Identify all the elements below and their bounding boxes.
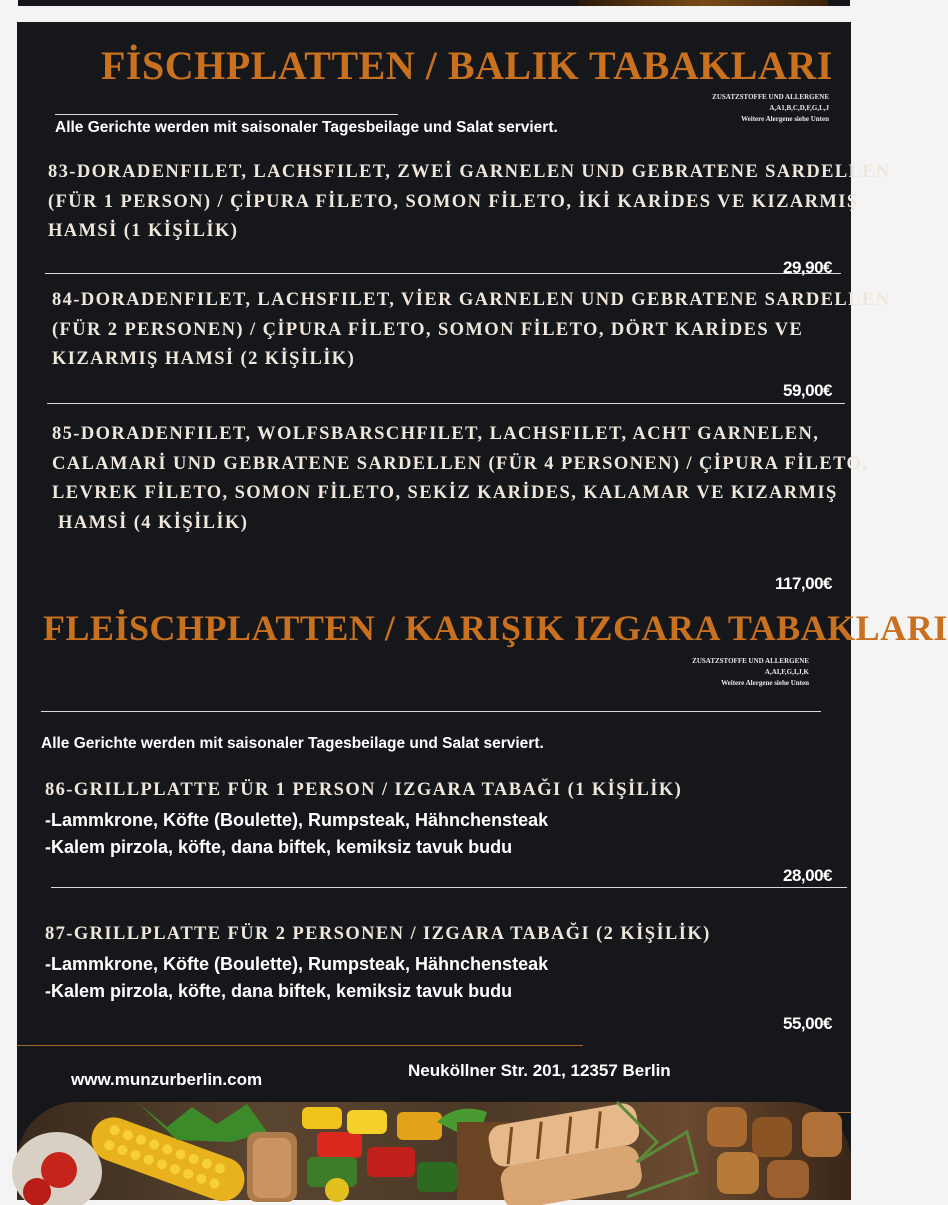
menu-item-85 bbox=[52, 420, 868, 538]
description-line-tr: -Kalem pirzola, köfte, dana biftek, kemiksiz tavuk budu bbox=[45, 981, 513, 1001]
description-line-tr: -Kalem pirzola, köfte, dana biftek, kemiksiz tavuk budu bbox=[45, 837, 513, 857]
price-83: 29,90€ bbox=[783, 258, 832, 277]
allergen-codes: A,AI,F,G,I,J,K bbox=[764, 668, 809, 676]
item-line: KIZARMIŞ HAMSİ (2 KİŞİLİK) bbox=[52, 349, 356, 369]
top-photo-strip bbox=[18, 0, 850, 6]
divider bbox=[51, 887, 847, 888]
allergen-note: Weitere Alergene siehe Unten bbox=[741, 115, 829, 123]
item-line: 84-DORADENFILET, LACHSFILET, VİER GARNELEN UND GEBRATENE SARDELLEN bbox=[52, 290, 891, 310]
item-heading: 87-GRILLPLATTE FÜR 2 PERSONEN / IZGARA TABAĞI (2 KİŞİLİK) bbox=[45, 924, 711, 944]
allergen-info-fish bbox=[681, 92, 829, 125]
footer-divider bbox=[17, 1045, 583, 1046]
allergen-heading: ZUSATZSTOFFE UND ALLERGENE bbox=[712, 93, 829, 101]
allergen-info-meat bbox=[661, 656, 809, 689]
section-title-fish: FİSCHPLATTEN / BALIK TABAKLARI bbox=[101, 43, 833, 88]
item-line: 83-DORADENFILET, LACHSFILET, ZWEİ GARNELEN UND GEBRATENE SARDELLEN bbox=[48, 162, 891, 182]
description-line-de: -Lammkrone, Köfte (Boulette), Rumpsteak, Hähnchensteak bbox=[45, 810, 549, 830]
food-photo-banner bbox=[17, 1102, 851, 1200]
item-heading: 86-GRILLPLATTE FÜR 1 PERSON / IZGARA TABAĞI (1 KİŞİLİK) bbox=[45, 780, 683, 800]
menu-board bbox=[17, 22, 948, 1200]
divider bbox=[55, 114, 398, 115]
item-line: 85-DORADENFILET, WOLFSBARSCHFILET, LACHSFILET, ACHT GARNELEN, bbox=[52, 424, 820, 444]
allergen-codes: A,A1,B,C,D,F,G,L,J bbox=[769, 104, 829, 112]
price-85: 117,00€ bbox=[774, 574, 832, 593]
menu-item-84 bbox=[52, 286, 890, 375]
grilled-food-illustration bbox=[17, 1102, 851, 1200]
divider bbox=[47, 403, 845, 404]
price-86: 28,00€ bbox=[783, 866, 832, 885]
menu-item-87 bbox=[45, 920, 711, 950]
price-87: 55,00€ bbox=[783, 1014, 832, 1033]
allergen-heading: ZUSATZSTOFFE UND ALLERGENE bbox=[692, 657, 809, 665]
description-line-de: -Lammkrone, Köfte (Boulette), Rumpsteak, Hähnchensteak bbox=[45, 954, 549, 974]
item-description-87 bbox=[45, 951, 548, 1005]
menu-item-86 bbox=[45, 776, 682, 806]
divider bbox=[45, 273, 841, 274]
item-line: (FÜR 1 PERSON) / ÇİPURA FİLETO, SOMON FİLETO, İKİ KARİDES VE KIZARMIŞ bbox=[48, 191, 859, 212]
side-dish-note-meat: Alle Gerichte werden mit saisonaler Tagesbeilage und Salat serviert. bbox=[41, 735, 544, 752]
item-line: CALAMARİ UND GEBRATENE SARDELLEN (FÜR 4 PERSONEN) / ÇİPURA FİLETO, bbox=[52, 453, 869, 474]
price-84: 59,00€ bbox=[783, 381, 832, 400]
item-description-86 bbox=[45, 807, 548, 861]
divider bbox=[41, 711, 821, 712]
allergen-note: Weitere Alergene siehe Unten bbox=[721, 679, 809, 687]
menu-item-83 bbox=[48, 158, 891, 247]
restaurant-address: Neuköllner Str. 201, 12357 Berlin bbox=[408, 1061, 671, 1080]
item-line: HAMSİ (4 KİŞİLİK) bbox=[52, 512, 249, 533]
item-line: LEVREK FİLETO, SOMON FİLETO, SEKİZ KARİDES, KALAMAR VE KIZARMIŞ bbox=[52, 483, 838, 503]
section-title-meat: FLEİSCHPLATTEN / KARIŞIK IZGARA TABAKLARI bbox=[43, 608, 948, 648]
item-line: (FÜR 2 PERSONEN) / ÇİPURA FİLETO, SOMON FİLETO, DÖRT KARİDES VE bbox=[52, 319, 804, 340]
side-dish-note-fish: Alle Gerichte werden mit saisonaler Tagesbeilage und Salat serviert. bbox=[55, 119, 558, 136]
item-line: HAMSİ (1 KİŞİLİK) bbox=[48, 221, 239, 241]
website-link[interactable]: www.munzurberlin.com bbox=[71, 1070, 263, 1089]
